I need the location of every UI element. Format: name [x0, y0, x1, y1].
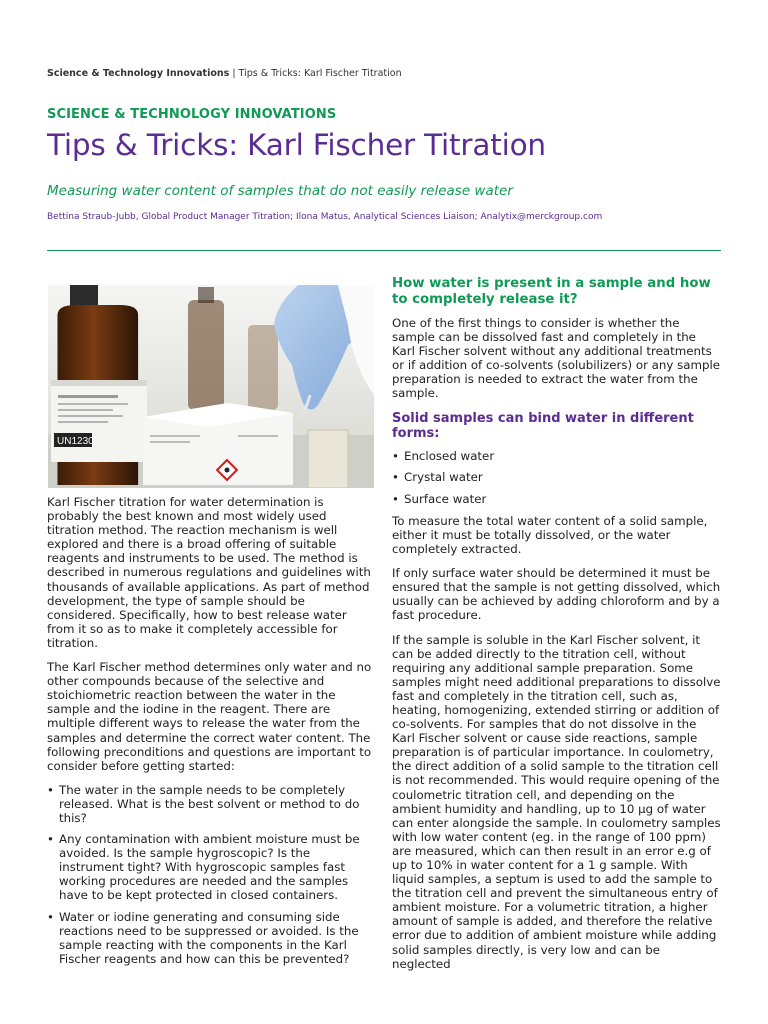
- breadcrumb-current: Tips & Tricks: Karl Fischer Titration: [238, 68, 402, 79]
- page-subtitle: Measuring water content of samples that do not easily release water: [47, 183, 513, 199]
- un-number-label: UN1230: [57, 436, 94, 447]
- list-item: • Any contamination with ambient moisture must be avoided. Is the sample hygroscopic? Is the instrument tight? With hygroscopic samples fast working procedures are needed and the samples have to be kept protected in closed containers.: [47, 832, 377, 902]
- section-kicker: SCIENCE & TECHNOLOGY INNOVATIONS: [47, 107, 337, 122]
- preconditions-list: [47, 783, 377, 966]
- list-item: • Crystal water: [392, 470, 722, 484]
- lab-photo: [48, 285, 374, 488]
- dissolve-paragraph: One of the first things to consider is whether the sample can be dissolved fast and completely in the Karl Fischer solvent without any additional treatments or if addition of co-solvents (solubilizers) or any sample preparation is needed to extract the water from the sample.: [392, 316, 720, 401]
- right-column: [392, 276, 722, 981]
- lab-photo-illustration: [48, 285, 374, 488]
- section-heading-solid-samples: Solid samples can bind water in different forms:: [392, 410, 694, 442]
- intro-paragraph: Karl Fischer titration for water determination is probably the best known and most widely used titration method. The reaction mechanism is well explored and there is a broad offering of suitable reagents and instruments to be used. The method is described in numerous regulations and guidelines with thousands of available applications. As part of method development, the type of sample should be considered. Specifically, how to best release water from it so as to make it completely accessible for titration.: [47, 495, 371, 650]
- breadcrumb-separator: |: [232, 68, 236, 79]
- header-divider: [47, 250, 721, 251]
- list-item: • Surface water: [392, 492, 722, 506]
- page-title: Tips & Tricks: Karl Fischer Titration: [47, 128, 546, 162]
- breadcrumb: [47, 68, 402, 79]
- left-column: [47, 495, 377, 974]
- total-water-paragraph: To measure the total water content of a solid sample, either it must be totally dissolved, or the water completely extracted.: [392, 513, 708, 557]
- list-item: • The water in the sample needs to be completely released. What is the best solvent or method to do this?: [47, 783, 377, 825]
- list-item: • Water or iodine generating and consuming side reactions need to be suppressed or avoided. Is the sample reacting with the components in the Karl Fischer reagents and how can this be prevented?: [47, 910, 377, 966]
- list-item: • Enclosed water: [392, 449, 722, 463]
- section-heading-water-release: How water is present in a sample and how to completely release it?: [392, 276, 711, 307]
- authors-line: Bettina Straub-Jubb, Global Product Manager Titration; Ilona Matus, Analytical Sciences Liaison; Analytix@merckgroup.com: [47, 212, 603, 222]
- breadcrumb-section[interactable]: Science & Technology Innovations: [47, 68, 230, 79]
- soluble-sample-paragraph: If the sample is soluble in the Karl Fischer solvent, it can be added directly to the titration cell, without requiring any additional sample preparation. Some samples might need additional preparations to dissolve fast and completely in the titration cell, such as, heating, homogenizing, extended stirring or addition of co-solvents. For samples that do not dissolve in the Karl Fischer solvent or cause side reactions, sample preparation is of particular importance. In coulometry, the direct addition of a solid sample to the titration cell is not recommended. This would require opening of the coulometric titration cell, and depending on the ambient humidity and handling, up to 10 µg of water can enter alongside the sample. In coulometry samples with low water content (eg. in the range of 100 ppm) are measured, which can then result in an error e.g of up to 10% in water content for a 1 g sample. With liquid samples, a septum is used to add the sample to the titration cell and prevent the simultaneous entry of ambient moisture. For a volumetric titration, a higher amount of sample is added, and therefore the relative error due to addition of ambient moisture while adding solid samples directly, is very low and can be neglected: [392, 632, 721, 971]
- water-forms-list: [392, 449, 722, 506]
- surface-water-paragraph: If only surface water should be determined it must be ensured that the sample is not getting dissolved, which usually can be achieved by adding chloroform and by a fast procedure.: [392, 566, 721, 623]
- method-paragraph: The Karl Fischer method determines only water and no other compounds because of the selective and stoichiometric reaction between the water in the sample and the iodine in the reagent. There are multiple different ways to release the water from the samples and determine the correct water content. The following preconditions and questions are important to consider before getting started:: [47, 660, 372, 773]
